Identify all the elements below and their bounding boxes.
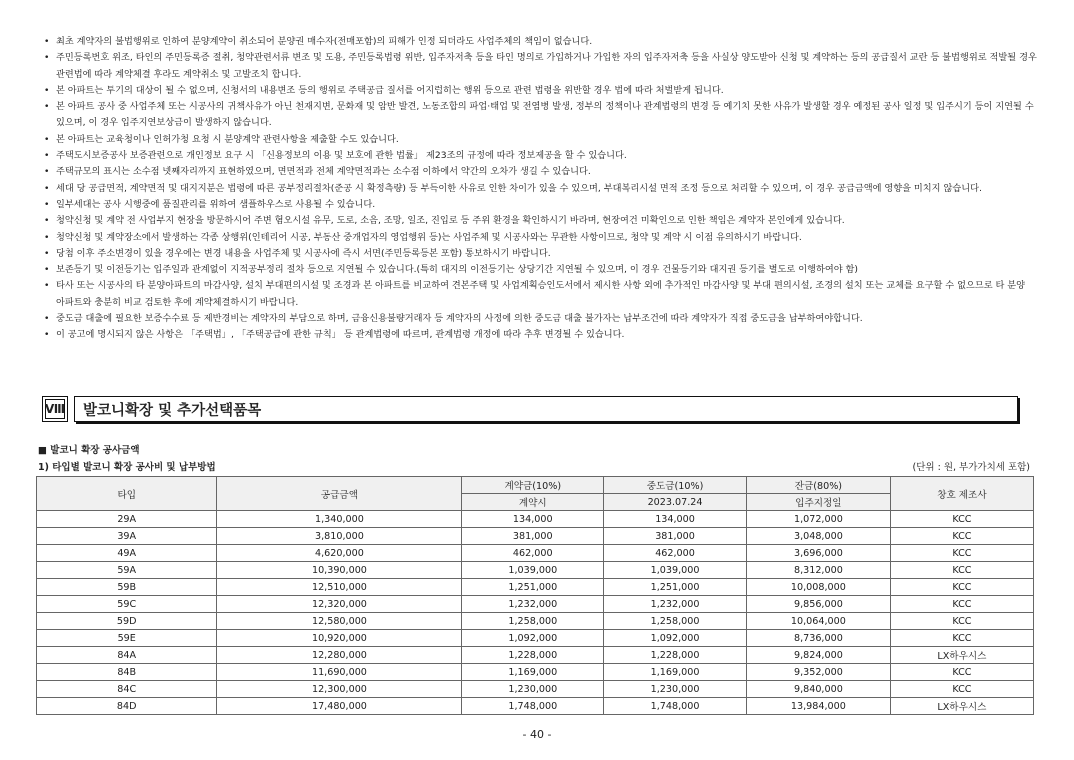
cell-type: 84B: [37, 664, 217, 681]
table-row: [37, 596, 1034, 613]
note-item: • 중도금 대출에 필요한 보증수수료 등 제반경비는 계약자의 부담으로 하며, 금융신용불량거래자 등 계약자의 사정에 의한 중도금 대출 불가자는 납부조건에 따라 계약자가 직접 중도금을 납부하여야합니다.: [44, 311, 1044, 327]
cell-type: 59E: [37, 630, 217, 647]
cell-deposit: 381,000: [462, 528, 604, 545]
cell-price: 12,320,000: [217, 596, 462, 613]
note-item: • 세대 당 공급면적, 계약면적 및 대지지분은 법령에 따른 공부정리절차(준공 시 확정측량) 등 부득이한 사유로 인한 차이가 있을 수 있으며, 부대복리시설 면적 조정 등으로 처리할 수 있으며, 이 경우 공급금액에 영향을 미치지 않습니다.: [44, 181, 1044, 197]
cell-maker: KCC: [890, 596, 1033, 613]
header-maker: 창호 제조사: [890, 477, 1033, 511]
note-item: • 일부세대는 공사 시행중에 품질관리를 위하여 샘플하우스로 사용될 수 있습니다.: [44, 197, 1044, 213]
note-item: • 최초 계약자의 불법행위로 인하여 분양계약이 취소되어 분양권 매수자(전매포함)의 피해가 인정 되더라도 사업주체의 책임이 없습니다.: [44, 34, 1044, 50]
table-row: [37, 664, 1034, 681]
note-item: • 본 아파트는 교육청이나 인허가청 요청 시 분양계약 관련사항을 제출할 수도 있습니다.: [44, 132, 1044, 148]
cell-price: 10,920,000: [217, 630, 462, 647]
cell-price: 12,280,000: [217, 647, 462, 664]
cell-balance: 10,064,000: [746, 613, 890, 630]
cell-middle: 462,000: [604, 545, 747, 562]
page-number: - 40 -: [522, 728, 552, 741]
cell-maker: LX하우시스: [890, 647, 1033, 664]
cell-type: 59C: [37, 596, 217, 613]
cell-balance: 9,352,000: [746, 664, 890, 681]
cell-middle: 1,748,000: [604, 698, 747, 715]
cell-deposit: 1,251,000: [462, 579, 604, 596]
cell-price: 11,690,000: [217, 664, 462, 681]
subheading-2: 1) 타입별 발코니 확장 공사비 및 납부방법: [38, 462, 216, 473]
section-title: 발코니확장 및 추가선택품목: [74, 396, 1018, 422]
cell-maker: KCC: [890, 562, 1033, 579]
cell-balance: 9,856,000: [746, 596, 890, 613]
cell-type: 84A: [37, 647, 217, 664]
cell-deposit: 1,230,000: [462, 681, 604, 698]
header-deposit-when: 계약시: [462, 494, 604, 511]
cell-balance: 8,312,000: [746, 562, 890, 579]
cell-deposit: 1,232,000: [462, 596, 604, 613]
header-price: 공급금액: [217, 477, 462, 511]
cell-type: 59B: [37, 579, 217, 596]
cell-type: 59A: [37, 562, 217, 579]
cell-middle: 1,258,000: [604, 613, 747, 630]
cell-maker: KCC: [890, 579, 1033, 596]
cell-maker: KCC: [890, 664, 1033, 681]
cell-middle: 1,092,000: [604, 630, 747, 647]
cell-price: 4,620,000: [217, 545, 462, 562]
table-row: [37, 681, 1034, 698]
cell-deposit: 1,039,000: [462, 562, 604, 579]
table-row: [37, 562, 1034, 579]
cell-deposit: 134,000: [462, 511, 604, 528]
note-item: • 주택도시보증공사 보증관련으로 개인정보 요구 시 「신용정보의 이용 및 보호에 관한 법률」 제23조의 규정에 따라 정보제공을 할 수 있습니다.: [44, 148, 1044, 164]
note-item: • 주민등록번호 위조, 타인의 주민등록증 절취, 청약관련서류 변조 및 도용, 주민등록법령 위반, 입주자저축 등을 타인 명의로 가입하거나 가입한 자의 입주자저축 등을 사실상 양도받아 신청 및 계약하는 등의 공급질서 교란 등 불법행위로 적발될 경우 관련법에 따라 계약체결 후라도 계약취소 및 고발조치 합니다.: [44, 50, 1044, 83]
table-row: [37, 579, 1034, 596]
cell-price: 12,300,000: [217, 681, 462, 698]
cell-price: 17,480,000: [217, 698, 462, 715]
cell-maker: KCC: [890, 528, 1033, 545]
cell-price: 12,510,000: [217, 579, 462, 596]
cell-type: 29A: [37, 511, 217, 528]
table-row: [37, 545, 1034, 562]
cell-maker: KCC: [890, 681, 1033, 698]
table-row: [37, 613, 1034, 630]
cell-deposit: 1,748,000: [462, 698, 604, 715]
header-balance-when: 입주지정일: [746, 494, 890, 511]
note-item: • 주택규모의 표시는 소수점 넷째자리까지 표현하였으며, 면면적과 전체 계약면적과는 소수점 이하에서 약간의 오차가 생길 수 있습니다.: [44, 164, 1044, 180]
table-row: [37, 511, 1034, 528]
note-item: • 타사 또는 시공사의 타 분양아파트의 마감사양, 설치 부대편의시설 및 조경과 본 아파트를 비교하여 견본주택 및 사업계획승인도서에서 제시한 사항 외에 추가적인 마감사양 및 부대 편의시설, 조경의 설치 또는 교체를 요구할 수 없으므로 타 분양 아파트와 충분히 비교 검토한 후에 계약체결하시기 바랍니다.: [44, 278, 1044, 311]
note-item: • 본 아파트는 투기의 대상이 될 수 없으며, 신청서의 내용변조 등의 행위로 주택공급 질서를 어지럽히는 행위 등으로 관련 법령을 위반할 경우 법에 따라 처벌받게 됩니다.: [44, 83, 1044, 99]
note-item: • 당첨 이후 주소변경이 있을 경우에는 변경 내용을 사업주체 및 시공사에 즉시 서면(주민등록등본 포함) 통보하시기 바랍니다.: [44, 246, 1044, 262]
cell-balance: 8,736,000: [746, 630, 890, 647]
header-balance: 잔금(80%): [746, 477, 890, 494]
note-item: • 본 아파트 공사 중 사업주체 또는 시공사의 귀책사유가 아닌 천재지변, 문화재 및 암반 발견, 노동조합의 파업·태업 및 전염병 발생, 정부의 정책이나 관계법령의 변경 등 예기치 못한 사유가 발생할 경우 예정된 공사 일정 및 입주시기 등이 지연될 수 있으며, 이 경우 입주지연보상금이 발생하지 않습니다.: [44, 99, 1044, 132]
cell-price: 3,810,000: [217, 528, 462, 545]
cell-middle: 134,000: [604, 511, 747, 528]
balcony-price-table: [36, 476, 1034, 715]
cell-maker: KCC: [890, 545, 1033, 562]
header-type: 타입: [37, 477, 217, 511]
cell-middle: 1,169,000: [604, 664, 747, 681]
section-number: Ⅷ: [42, 396, 68, 422]
note-item: • 청약신청 및 계약장소에서 발생하는 각종 상행위(인테리어 시공, 부동산 중개업자의 영업행위 등)는 사업주체 및 시공사와는 무관한 사항이므로, 청약 및 계약 시 이점 유의하시기 바랍니다.: [44, 230, 1044, 246]
cell-price: 1,340,000: [217, 511, 462, 528]
cell-middle: 1,228,000: [604, 647, 747, 664]
subheading: ■ 발코니 확장 공사금액: [38, 445, 140, 456]
cell-deposit: 1,228,000: [462, 647, 604, 664]
cell-middle: 381,000: [604, 528, 747, 545]
cell-balance: 13,984,000: [746, 698, 890, 715]
cell-middle: 1,230,000: [604, 681, 747, 698]
cell-deposit: 1,258,000: [462, 613, 604, 630]
cell-maker: KCC: [890, 630, 1033, 647]
cell-maker: KCC: [890, 613, 1033, 630]
section-header: [42, 396, 1018, 422]
header-deposit: 계약금(10%): [462, 477, 604, 494]
cell-middle: 1,232,000: [604, 596, 747, 613]
table-row: [37, 647, 1034, 664]
cell-balance: 3,048,000: [746, 528, 890, 545]
cell-middle: 1,251,000: [604, 579, 747, 596]
table-row: [37, 630, 1034, 647]
cell-middle: 1,039,000: [604, 562, 747, 579]
cell-price: 12,580,000: [217, 613, 462, 630]
cell-balance: 9,824,000: [746, 647, 890, 664]
note-item: • 이 공고에 명시되지 않은 사항은 「주택법」, 「주택공급에 관한 규칙」 등 관계법령에 따르며, 관계법령 개정에 따라 추후 변경될 수 있습니다.: [44, 327, 1044, 343]
cell-balance: 10,008,000: [746, 579, 890, 596]
table-row: [37, 528, 1034, 545]
cell-type: 84D: [37, 698, 217, 715]
cell-price: 10,390,000: [217, 562, 462, 579]
notes-list: [44, 34, 1044, 344]
cell-balance: 9,840,000: [746, 681, 890, 698]
header-middle-when: 2023.07.24: [604, 494, 747, 511]
cell-balance: 3,696,000: [746, 545, 890, 562]
cell-type: 84C: [37, 681, 217, 698]
table-row: [37, 698, 1034, 715]
cell-balance: 1,072,000: [746, 511, 890, 528]
cell-maker: KCC: [890, 511, 1033, 528]
note-item: • 청약신청 및 계약 전 사업부지 현장을 방문하시어 주변 혐오시설 유무, 도로, 소음, 조망, 일조, 진입로 등 주위 환경을 확인하시기 바라며, 현장여건 미확인으로 인한 책임은 계약자 본인에게 있습니다.: [44, 213, 1044, 229]
cell-type: 59D: [37, 613, 217, 630]
cell-deposit: 462,000: [462, 545, 604, 562]
header-middle: 중도금(10%): [604, 477, 747, 494]
note-item: • 보존등기 및 이전등기는 입주일과 관계없이 지적공부정리 절차 등으로 지연될 수 있습니다.(특히 대지의 이전등기는 상당기간 지연될 수 있으며, 이 경우 건물등기와 대지권 등기를 별도로 이행하여야 함): [44, 262, 1044, 278]
cell-type: 39A: [37, 528, 217, 545]
cell-deposit: 1,169,000: [462, 664, 604, 681]
cell-type: 49A: [37, 545, 217, 562]
cell-deposit: 1,092,000: [462, 630, 604, 647]
unit-note: (단위 : 원, 부가가치세 포함): [912, 462, 1030, 473]
cell-maker: LX하우시스: [890, 698, 1033, 715]
